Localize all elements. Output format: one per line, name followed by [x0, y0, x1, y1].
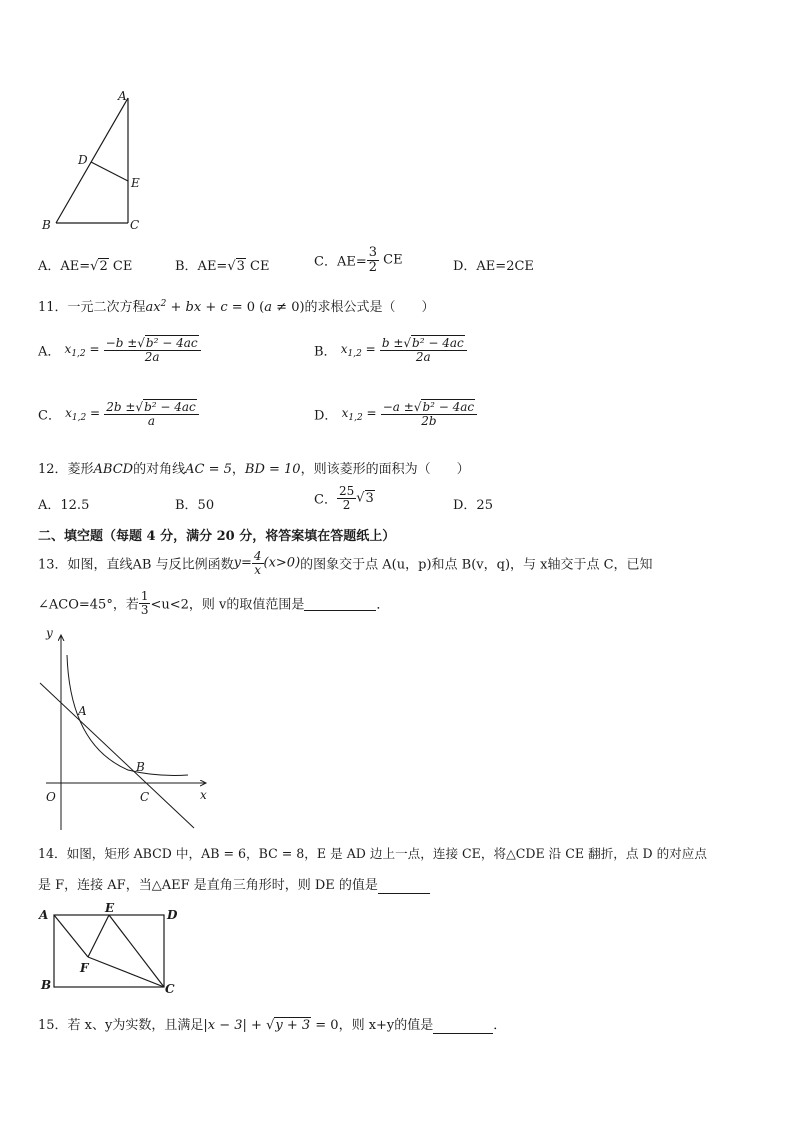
q10-option-c[interactable]: C．AE= $\frac{3}{2}$ CE: [314, 245, 403, 275]
label-a: A: [78, 704, 87, 718]
q11-stem: 11．一元二次方程$ax^2$ + bx + c = 0 (a ≠ 0)的求根公式是（ ）: [38, 299, 435, 315]
q11-option-d[interactable]: D． $x_{1,2}$ = $\frac{\text{−a ±√b² − 4ac}}{2b}$: [314, 401, 477, 427]
line-ab: [40, 683, 194, 828]
label-a: A: [39, 908, 49, 922]
label-f: F: [80, 961, 89, 975]
q13-answer-blank[interactable]: [304, 595, 376, 611]
q13-line2: ∠ACO=45°，若 $\frac{1}{3}$ <u<2，则 v的取值范围是 ．: [38, 589, 390, 617]
q10-option-a[interactable]: A．AE=√2 CE: [38, 259, 133, 274]
label-c: C: [130, 218, 140, 232]
q15-answer-blank[interactable]: [433, 1018, 493, 1034]
q12-option-c[interactable]: C． $\frac{25}{2}$ √3: [314, 484, 374, 512]
q11-option-a[interactable]: A． $x_{1,2}$ = $\frac{\text{−b ±√b² − 4ac}}{2a}$: [38, 337, 201, 363]
q12-stem: 12．菱形ABCD的对角线AC = 5，BD = 10，则该菱形的面积为（ ）: [38, 462, 470, 477]
q11-option-c[interactable]: C． $x_{1,2}$ = $\frac{\text{2b ±√b² − 4ac}}{a}$: [38, 401, 199, 427]
q14-line2: 是 F，连接 AF，当△AEF 是直角三角形时，则 DE 的值是: [38, 874, 430, 894]
q14-answer-blank[interactable]: [378, 878, 430, 894]
q13-line1: 13．如图，直线AB 与反比例函数y= $\frac{4}{x}$ (x>0)的图象交于点 A(u，p)和点 B(v，q)，与 x轴交于点 C，已知: [38, 549, 653, 577]
segment-af: [54, 915, 88, 957]
q12-option-a[interactable]: A．12.5: [38, 498, 90, 513]
q11-option-b[interactable]: B． $x_{1,2}$ = $\frac{\text{b ±√b² − 4ac}}{2a}$: [314, 337, 467, 363]
label-y: y: [46, 626, 53, 640]
segment-de: [91, 162, 128, 181]
q12-option-d[interactable]: D．25: [453, 498, 493, 513]
q10-option-d[interactable]: D．AE=2CE: [453, 259, 534, 274]
figure-q10-triangle: [40, 88, 150, 236]
q12-option-b[interactable]: B．50: [175, 498, 215, 513]
label-b: B: [136, 760, 145, 774]
label-e: E: [105, 901, 115, 915]
segment-ef: [88, 915, 109, 957]
label-c: C: [165, 982, 175, 996]
label-b: B: [41, 978, 52, 992]
q15-stem: 15．若 x、y为实数，且满足|x − 3| + √y + 3 = 0，则 x+y的值是 ．: [38, 1018, 507, 1033]
rectangle-abcd: [54, 915, 164, 987]
label-c: C: [140, 790, 150, 804]
figure-q13-graph: [36, 625, 216, 835]
label-a: A: [118, 89, 127, 103]
label-b: B: [42, 218, 51, 232]
label-origin: O: [46, 790, 56, 804]
label-e: E: [131, 176, 140, 190]
q14-line1: 14．如图，矩形 ABCD 中，AB = 6，BC = 8，E 是 AD 边上一点，连接 CE，将△CDE 沿 CE 翻折，点 D 的对应点: [38, 846, 707, 861]
label-d: D: [78, 153, 88, 167]
segment-ab: [56, 98, 128, 223]
figure-q14-rectangle: [36, 900, 186, 1000]
section-fill-in-heading: 二、填空题（每题 4 分，满分 20 分，将答案填在答题纸上）: [38, 529, 396, 544]
label-x: x: [200, 788, 207, 802]
q10-option-b[interactable]: B．AE=√3 CE: [175, 259, 270, 274]
label-d: D: [167, 908, 178, 922]
